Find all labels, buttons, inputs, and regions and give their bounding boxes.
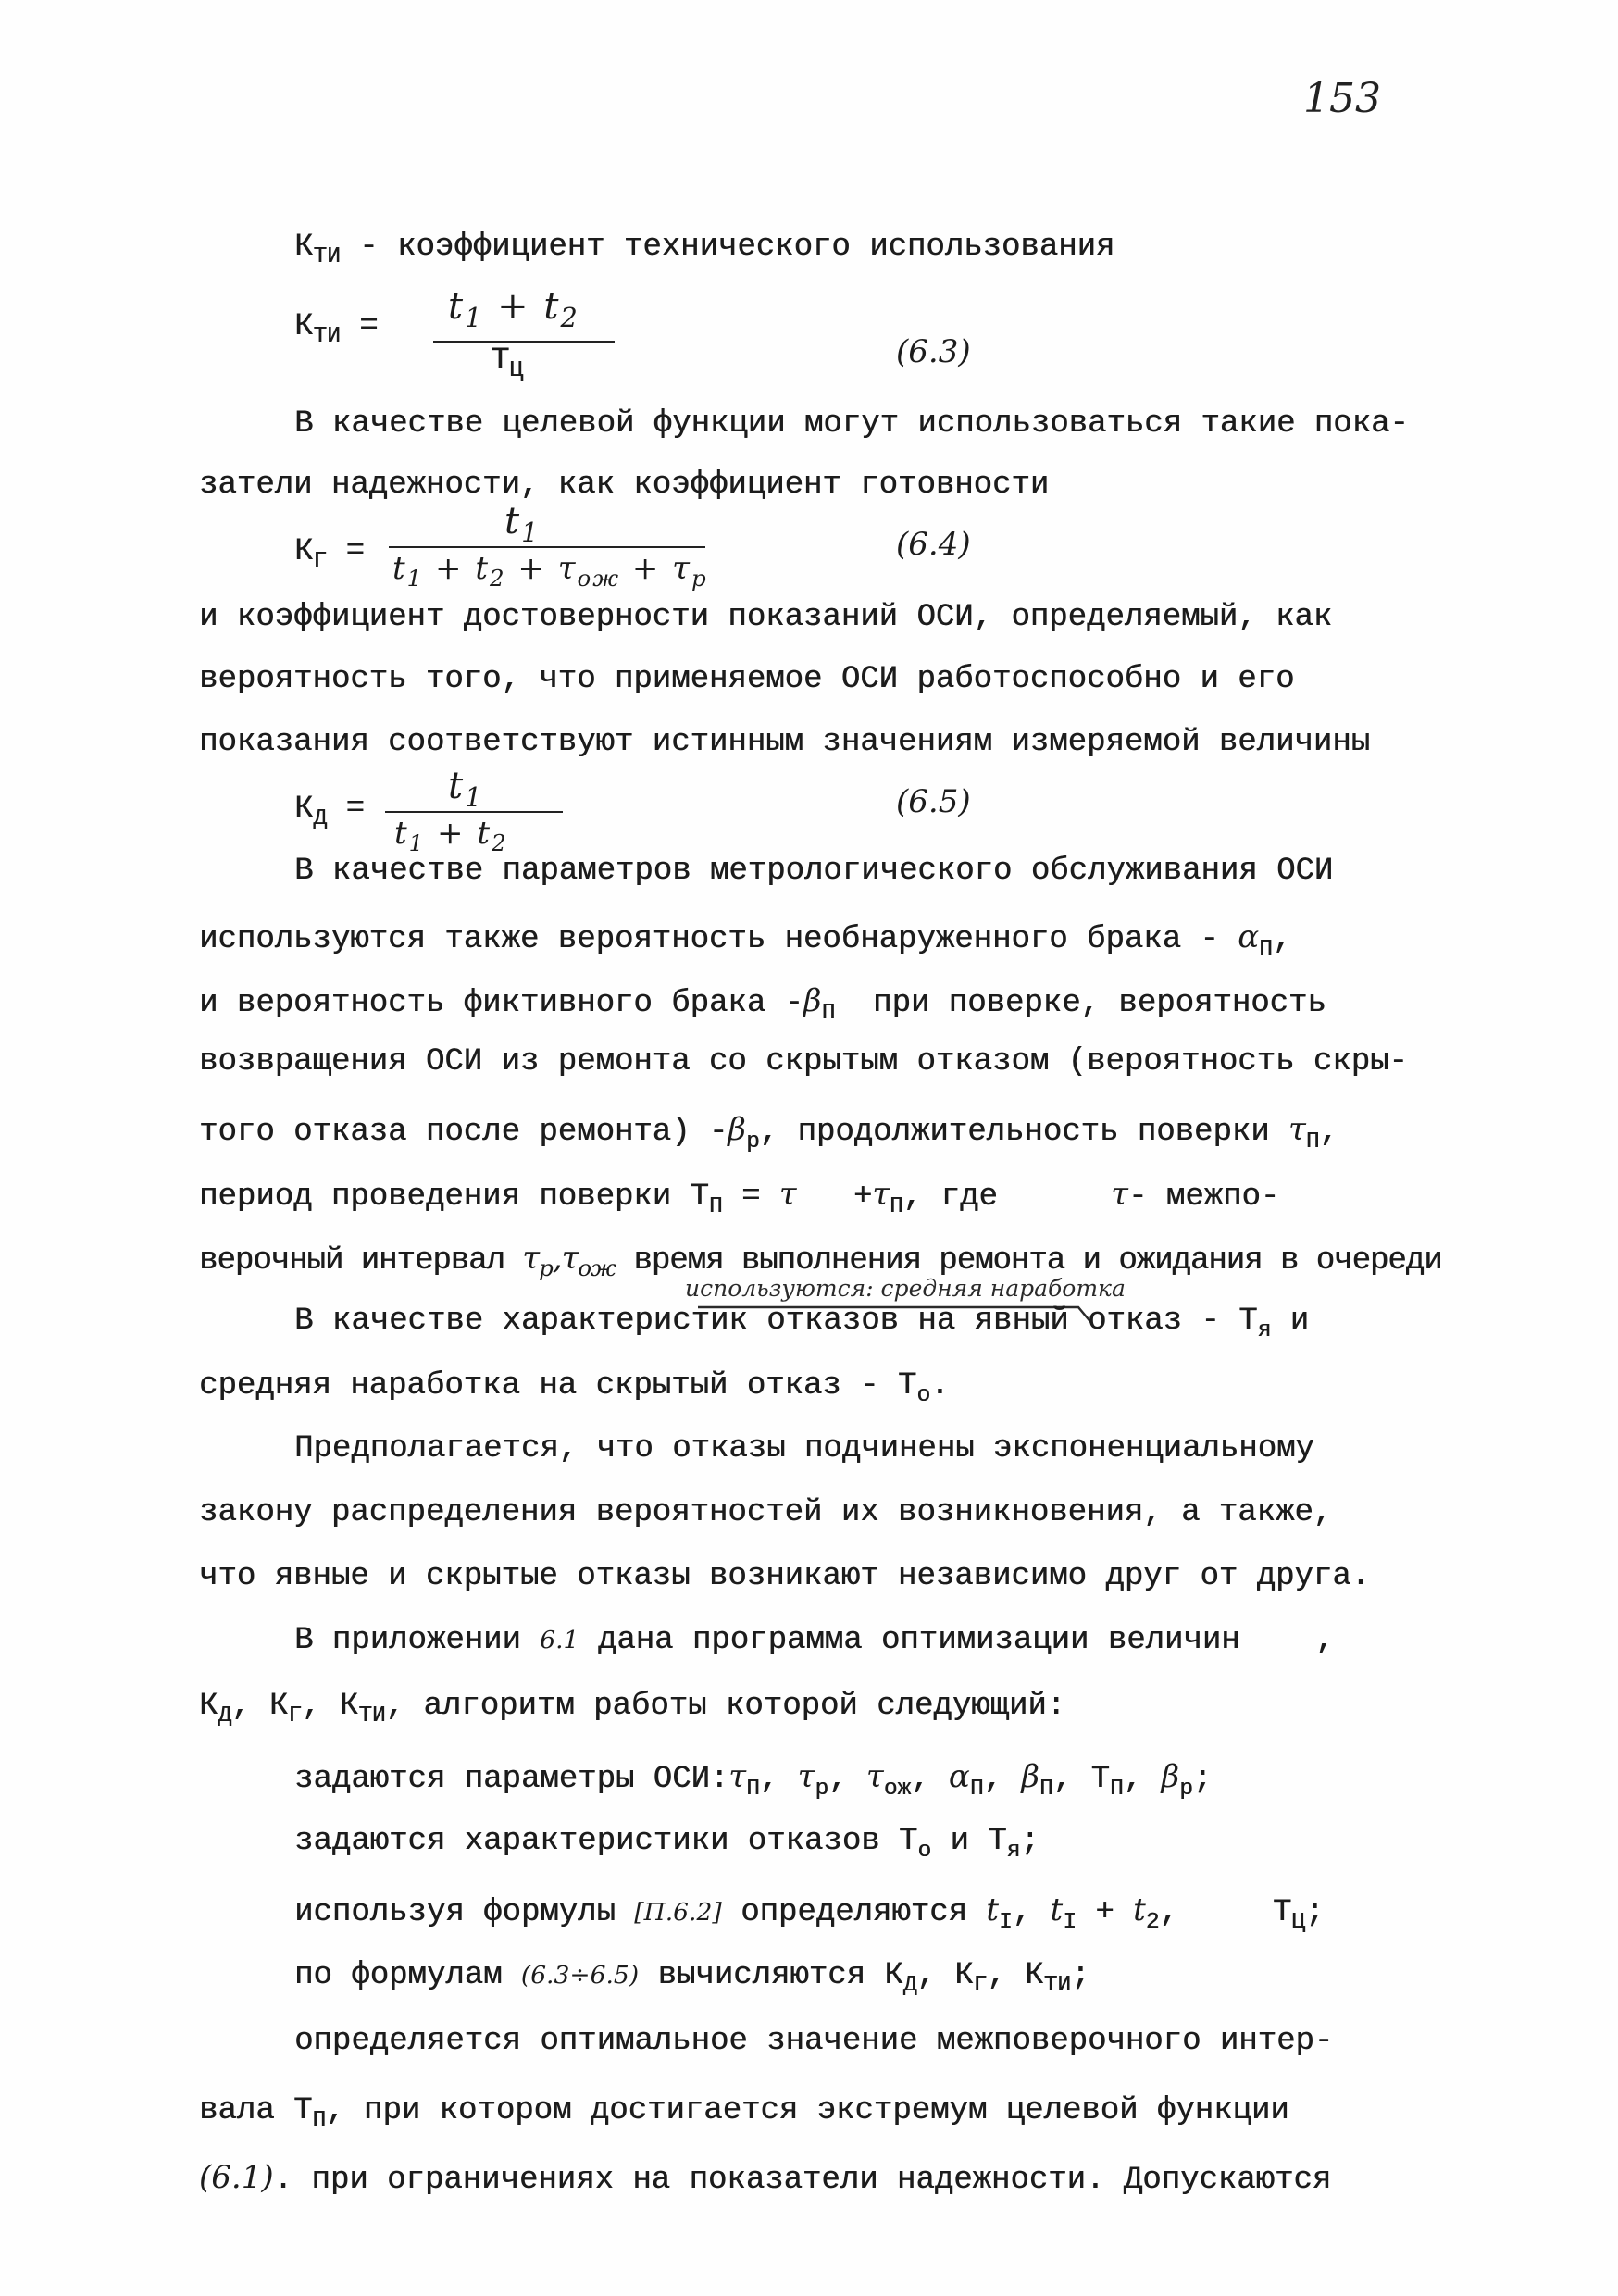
text-run: и вероятность фиктивного брака -	[199, 986, 803, 1021]
text-run: дана программа оптимизации величин ,	[579, 1623, 1335, 1658]
text-line-13	[199, 1043, 1408, 1080]
handwritten-insertion: используются: средняя наработка	[685, 1275, 1126, 1302]
subscript: я	[1006, 1838, 1021, 1864]
handwritten-note: [П.6.2]	[634, 1898, 722, 1927]
text-line-12	[199, 982, 1326, 1025]
text-line-21	[199, 1494, 1332, 1531]
subscript: П	[1259, 936, 1273, 962]
text-run: что явные и скрытые отказы возникают независимо друг от друга.	[199, 1559, 1371, 1594]
handwritten-symbol: t	[504, 500, 522, 543]
text-line-28	[294, 1957, 1089, 1997]
text-run: ,	[759, 1762, 798, 1797]
text-run: показания соответствуют истинным значениям измеряемой величины	[199, 725, 1371, 760]
text-line-27	[294, 1891, 1324, 1934]
handwritten-symbol: + τ	[620, 550, 691, 587]
handwritten-symbol: (6.1)	[199, 2159, 274, 2196]
handwritten-subscript: 2	[492, 829, 508, 856]
text-line-7	[199, 661, 1294, 698]
text-run: затели надежности, как коэффициент готовности	[199, 468, 1050, 503]
text-run: верочный интервал	[199, 1243, 523, 1279]
text-run: К	[294, 230, 314, 265]
text-run: задаются параметры ОСИ:	[294, 1762, 729, 1797]
subscript: П	[1039, 1776, 1053, 1802]
formula-6-4-number: (6.4)	[896, 526, 971, 563]
handwritten-subscript: 1	[406, 564, 424, 592]
text-run: В качестве характеристик отказов на явный отказ - Т	[294, 1304, 1258, 1339]
text-run: К	[294, 534, 314, 569]
text-run: по формулам	[294, 1958, 521, 1993]
subscript: ТИ	[358, 1703, 386, 1728]
handwritten-subscript: р	[539, 1254, 553, 1281]
text-run: . при ограничениях на показатели надежности. Допускаются	[273, 2163, 1332, 2198]
handwritten-subscript: 2	[560, 302, 579, 334]
handwritten-symbol: ,	[552, 1240, 562, 1277]
handwritten-symbol: + τ	[505, 550, 578, 587]
formula-6-5-numerator	[448, 765, 484, 814]
handwritten-symbol: t	[448, 285, 466, 328]
text-line-14	[199, 1111, 1338, 1154]
text-line-15	[199, 1176, 1279, 1218]
text-run: +	[1076, 1895, 1134, 1930]
subscript: р	[815, 1776, 829, 1802]
subscript: ТИ	[313, 243, 341, 269]
subscript: ТИ	[313, 323, 341, 349]
text-run: В качестве параметров метрологического обслуживания ОСИ	[294, 854, 1334, 889]
text-line-29	[294, 2023, 1333, 2060]
text-run: +	[796, 1179, 873, 1215]
text-run: К	[199, 1689, 218, 1724]
text-run: , при котором достигается экстремум целевой функции	[326, 2093, 1289, 2128]
handwritten-note: (6.3÷6.5)	[520, 1961, 640, 1990]
handwritten-symbol: + t	[483, 285, 561, 328]
handwritten-symbol: τ	[1288, 1111, 1306, 1148]
formula-6-5-number: (6.5)	[896, 783, 971, 820]
text-run: используя формулы	[294, 1895, 635, 1930]
subscript: Ц	[1291, 1909, 1305, 1935]
handwritten-subscript: ож	[578, 1254, 616, 1281]
handwritten-symbol: + t	[423, 550, 491, 587]
text-run: период проведения поверки Т	[199, 1179, 709, 1215]
text-run: вала Т	[199, 2093, 313, 2128]
handwritten-symbol: β	[803, 982, 822, 1019]
text-run: вероятность того, что применяемое ОСИ работоспособно и его	[199, 662, 1295, 697]
text-run: - межпо-	[1127, 1179, 1280, 1215]
formula-6-3-number: (6.3)	[896, 333, 971, 370]
handwritten-note: 6.1	[540, 1626, 579, 1654]
subscript: Ц	[509, 357, 524, 383]
subscript: П	[708, 1193, 723, 1219]
subscript: о	[916, 1382, 931, 1408]
handwritten-symbol: t	[394, 815, 409, 852]
subscript: П	[821, 1000, 836, 1026]
text-line-30	[199, 2092, 1289, 2132]
subscript: П	[1109, 1776, 1124, 1802]
subscript: я	[1257, 1317, 1272, 1343]
handwritten-subscript: 2	[490, 564, 506, 592]
text-run: , продолжительность поверки	[759, 1115, 1288, 1150]
text-line-24	[199, 1688, 1065, 1728]
handwritten-symbol: τ	[778, 1176, 797, 1213]
subscript: Г	[973, 1972, 988, 1998]
text-run: , Т	[1159, 1895, 1292, 1930]
handwritten-symbol: τ	[561, 1240, 579, 1277]
formula-6-4-numerator	[504, 500, 541, 549]
text-run: Т	[491, 343, 510, 379]
text-run: и коэффициент достоверности показаний ОСИ, определяемый, как	[199, 600, 1333, 635]
formula-6-3-denominator	[491, 343, 523, 382]
handwritten-subscript: р	[691, 564, 708, 592]
text-line-1	[294, 229, 1114, 268]
text-line-22	[199, 1558, 1370, 1595]
text-run: при поверке, вероятность	[835, 986, 1326, 1021]
subscript: 2	[1145, 1909, 1160, 1935]
text-run: и	[1271, 1304, 1310, 1339]
text-run: - коэффициент технического использования	[340, 230, 1115, 265]
text-run: ;	[1192, 1762, 1213, 1797]
handwritten-subscript: 1	[465, 781, 484, 814]
text-run: задаются характеристики отказов Т	[294, 1824, 918, 1859]
text-line-3	[294, 406, 1409, 443]
text-run: , К	[916, 1958, 974, 1993]
text-run: ,	[1123, 1762, 1162, 1797]
subscript: р	[745, 1129, 760, 1154]
handwritten-symbol: β	[1021, 1758, 1040, 1795]
handwritten-subscript: 1	[521, 517, 541, 549]
text-run: того отказа после ремонта) -	[199, 1115, 728, 1150]
handwritten-symbol: τ	[872, 1176, 890, 1213]
handwritten-symbol: τ	[797, 1758, 815, 1795]
text-line-8	[199, 724, 1370, 761]
text-run: определяются	[721, 1895, 987, 1930]
subscript: I	[1063, 1909, 1077, 1935]
text-run: и Т	[931, 1824, 1007, 1859]
page-number: 153	[1303, 75, 1381, 122]
text-run: , где	[902, 1179, 1112, 1215]
handwritten-symbol: t	[392, 550, 407, 587]
subscript: П	[746, 1776, 760, 1802]
text-line-23	[294, 1622, 1335, 1659]
handwritten-subscript: ож	[577, 564, 621, 592]
text-line-31	[199, 2159, 1331, 2199]
formula-6-4-lhs	[294, 533, 365, 573]
text-line-11	[199, 918, 1291, 961]
text-run: =	[340, 309, 379, 344]
handwritten-symbol: τ	[522, 1240, 540, 1277]
handwritten-symbol: t	[448, 765, 466, 807]
subscript: Г	[288, 1703, 302, 1728]
subscript: Г	[313, 548, 328, 574]
text-run: ,	[911, 1762, 949, 1797]
text-run: ,	[1012, 1895, 1051, 1930]
text-run: определяется оптимальное значение межповерочного интер-	[294, 2024, 1334, 2059]
subscript: Д	[313, 805, 328, 831]
handwritten-subscript: 1	[465, 302, 484, 334]
text-line-6	[199, 599, 1332, 636]
subscript: П	[890, 1193, 903, 1219]
handwritten-symbol: τ	[865, 1758, 884, 1795]
subscript: П	[312, 2107, 327, 2133]
fraction-bar	[385, 811, 563, 813]
formula-6-4-denominator	[392, 550, 708, 590]
subscript: Д	[902, 1972, 917, 1998]
text-run: =	[327, 534, 365, 569]
subscript: Д	[218, 1703, 232, 1728]
text-run: средняя наработка на скрытый отказ - Т	[199, 1368, 917, 1404]
subscript: ТИ	[1043, 1972, 1071, 1998]
text-line-18	[294, 1303, 1309, 1342]
text-run: , К	[231, 1689, 289, 1724]
text-line-26	[294, 1823, 1039, 1863]
text-line-10	[294, 853, 1333, 890]
formula-6-5-lhs	[294, 791, 365, 830]
formula-6-3-lhs	[294, 308, 379, 348]
text-run: Предполагается, что отказы подчинены экспоненциальному	[294, 1431, 1314, 1466]
text-run: используются также вероятность необнаруженного брака -	[199, 922, 1238, 957]
text-run: закону распределения вероятностей их возникновения, а также,	[199, 1495, 1333, 1530]
text-run: В качестве целевой функции могут использоваться такие пока-	[294, 406, 1409, 442]
formula-6-5-denominator	[394, 815, 508, 855]
handwritten-symbol: τ	[728, 1758, 747, 1795]
text-run: =	[327, 792, 365, 827]
handwritten-symbol: + t	[425, 815, 492, 852]
text-run: , Т	[1052, 1762, 1110, 1797]
text-run: , алгоритм работы которой следующий:	[385, 1689, 1066, 1724]
text-run: =	[722, 1179, 779, 1215]
fraction-bar	[433, 341, 615, 343]
text-line-20	[294, 1430, 1314, 1467]
text-line-16	[199, 1240, 1441, 1279]
subscript: П	[1305, 1129, 1320, 1154]
text-run: , К	[987, 1958, 1044, 1993]
text-run: .	[930, 1368, 950, 1404]
text-run: , К	[302, 1689, 359, 1724]
text-run: К	[294, 792, 314, 827]
fraction-bar	[389, 546, 705, 548]
formula-6-3-numerator	[448, 285, 579, 334]
text-run: вычисляются К	[639, 1958, 903, 1993]
text-line-4	[199, 467, 1049, 504]
handwritten-symbol: β	[728, 1111, 746, 1148]
handwritten-symbol: t	[1133, 1891, 1146, 1928]
subscript: П	[969, 1776, 984, 1802]
text-run: ;	[1304, 1895, 1325, 1930]
subscript: р	[1179, 1776, 1193, 1802]
subscript: о	[917, 1838, 931, 1864]
handwritten-symbol: α	[948, 1758, 970, 1795]
handwritten-symbol: t	[1050, 1891, 1064, 1928]
handwritten-symbol: α	[1238, 918, 1260, 955]
text-run: время выполнения ремонта и ожидания в очереди	[615, 1243, 1442, 1279]
handwritten-subscript: 1	[408, 829, 426, 856]
handwritten-symbol: β	[1161, 1758, 1180, 1795]
text-run: ,	[1319, 1115, 1338, 1150]
handwritten-symbol: t	[986, 1891, 1000, 1928]
handwritten-symbol: τ	[1111, 1176, 1128, 1213]
text-run: ,	[1272, 922, 1292, 957]
subscript: ож	[883, 1776, 912, 1802]
text-run: К	[294, 309, 314, 344]
text-line-19	[199, 1367, 949, 1407]
subscript: I	[999, 1909, 1013, 1935]
text-run: ;	[1070, 1958, 1090, 1993]
text-run: ,	[983, 1762, 1022, 1797]
text-run: возвращения ОСИ из ремонта со скрытым отказом (вероятность скры-	[199, 1044, 1408, 1079]
text-line-25	[294, 1758, 1212, 1801]
text-run: В приложении	[294, 1623, 541, 1658]
text-run: ,	[828, 1762, 866, 1797]
text-run: ;	[1020, 1824, 1039, 1859]
